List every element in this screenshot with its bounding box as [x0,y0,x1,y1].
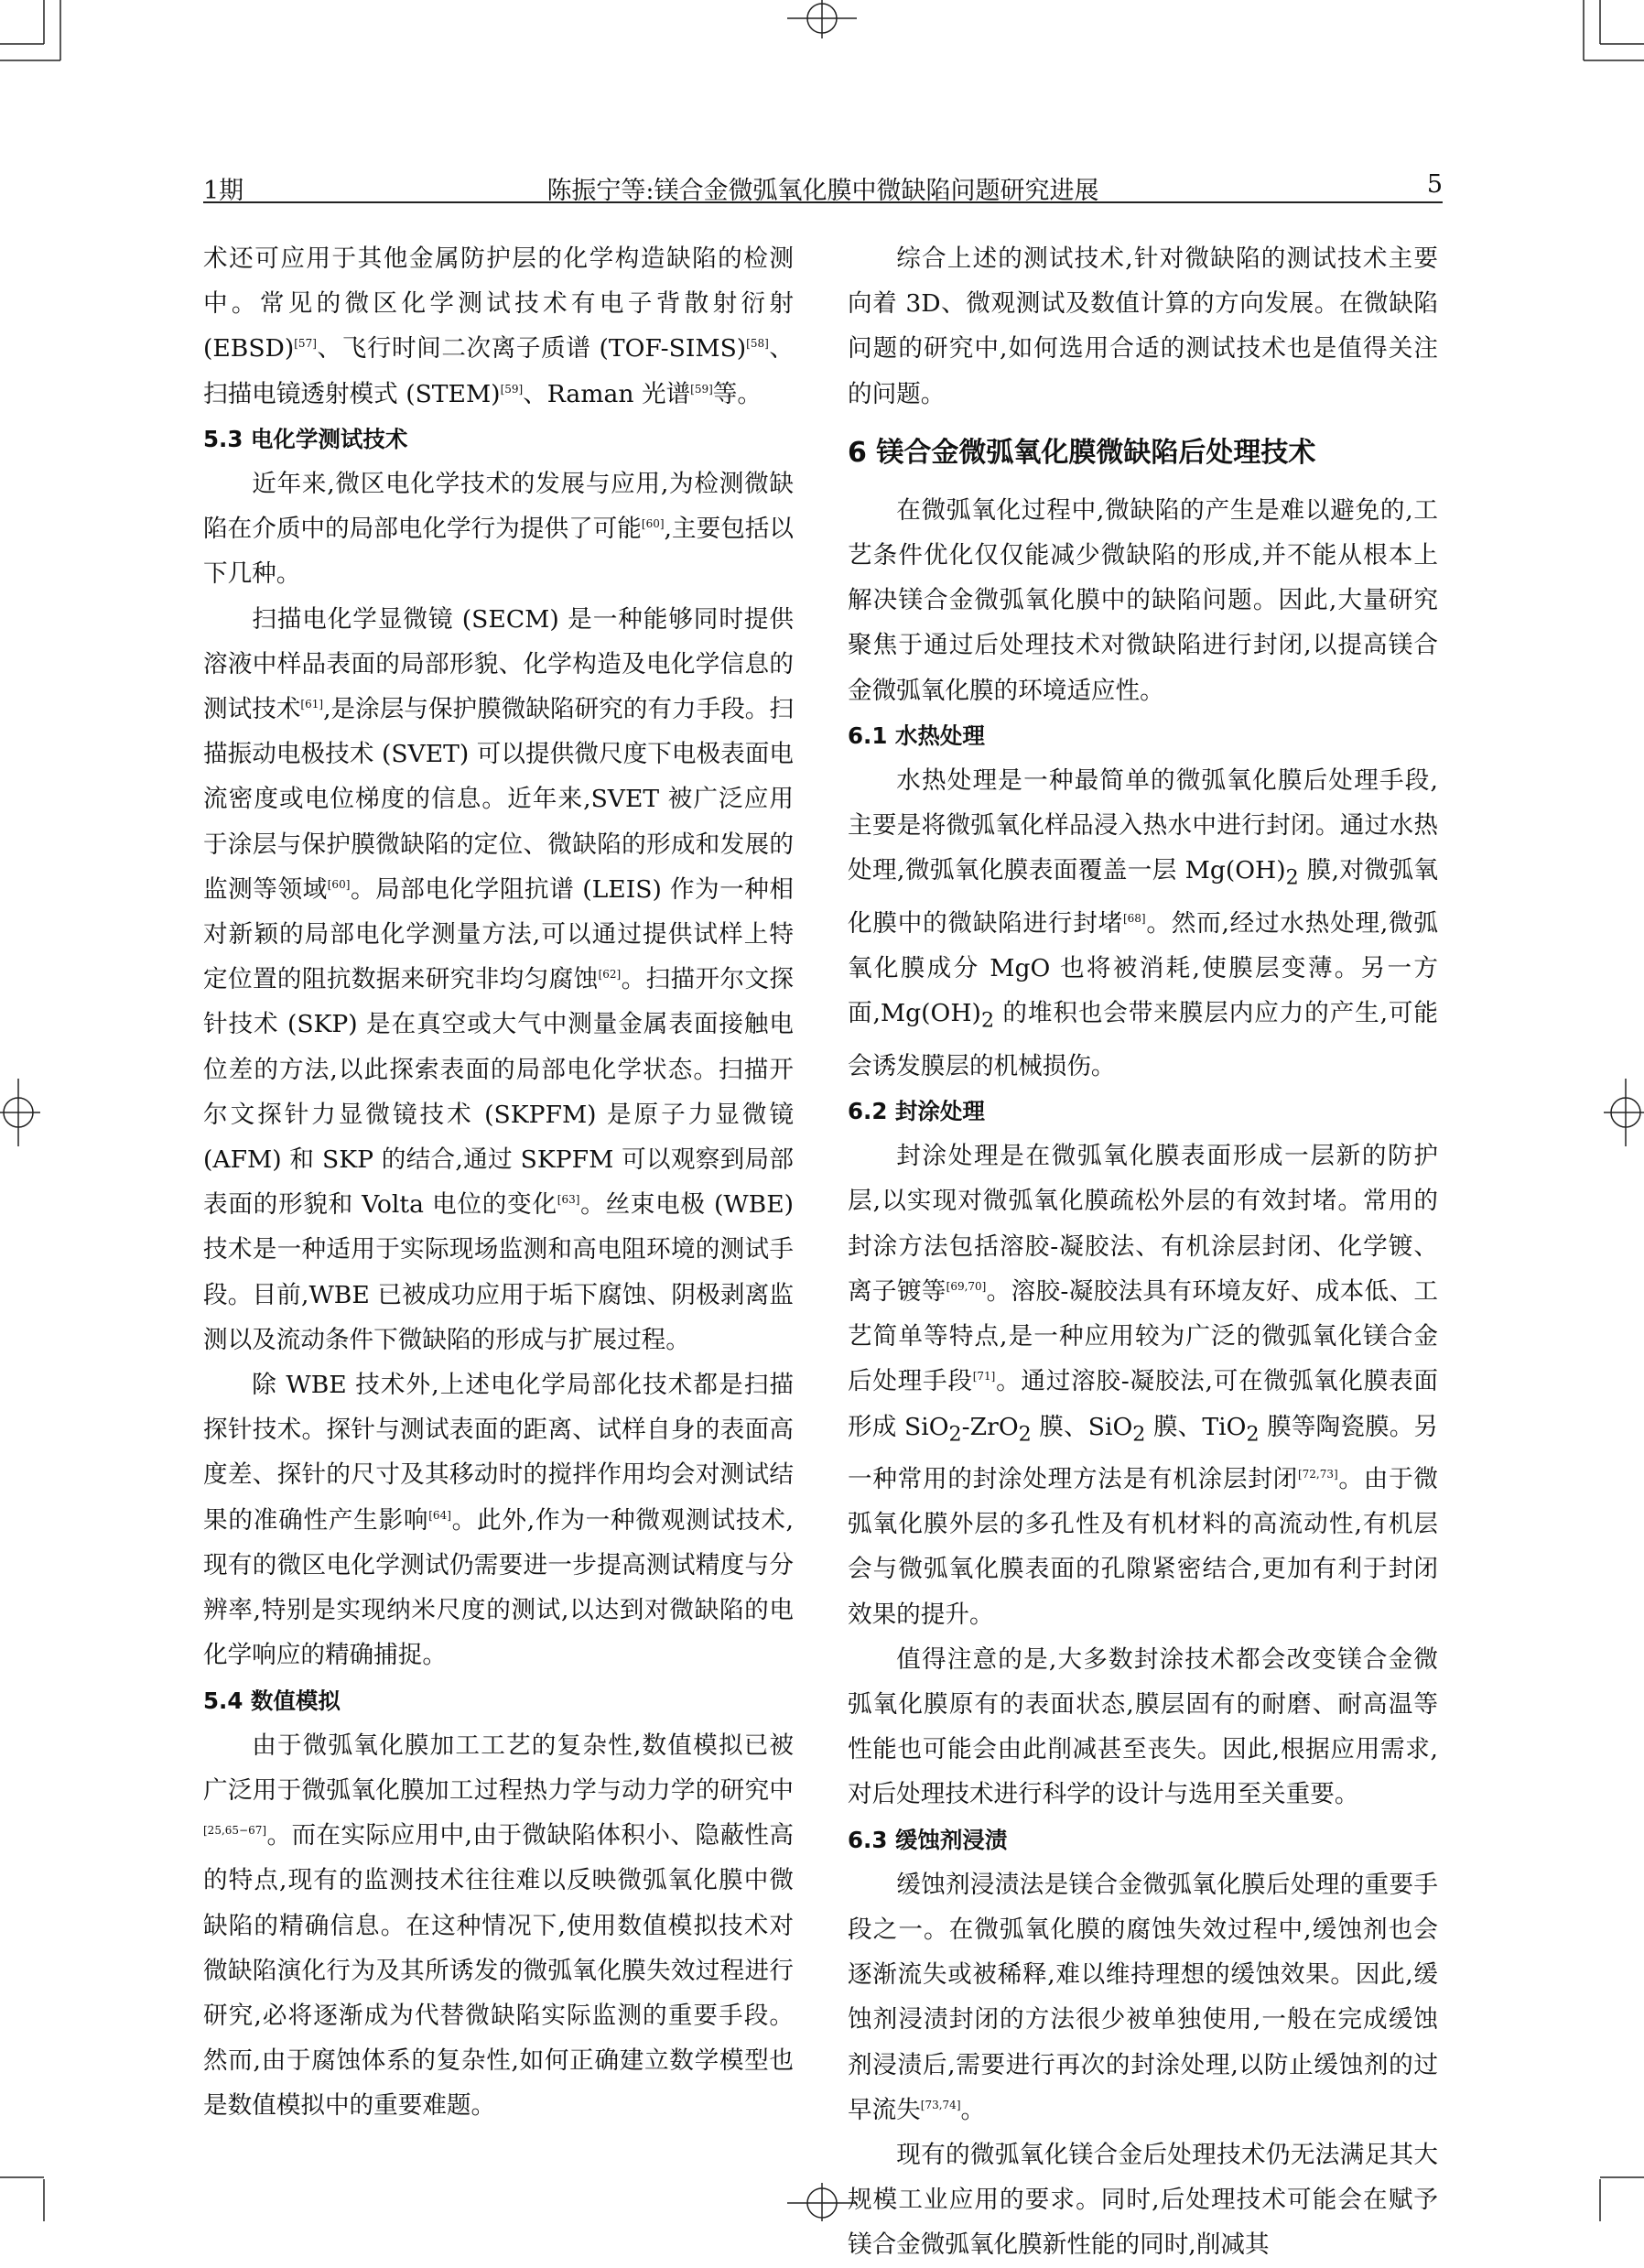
subsection-heading: 6.2 封涂处理 [848,1098,985,1125]
paragraph: 除 WBE 技术外,上述电化学局部化技术都是扫描探针技术。探针与测试表面的距离、试样自身的表面高度差、探针的尺寸及其移动时的搅拌作用均会对测试结果的准确性产生影响[64]。此外,作为一种微观测试技术,现有的微区电化学测试仍需要进一步提高测试精度与分辨率,特别是实现纳米尺度的测试,以达到对微缺陷的电化学响应的精确捕捉。 [203,1371,795,1670]
paragraph: 由于微弧氧化膜加工工艺的复杂性,数值模拟已被广泛用于微弧氧化膜加工过程热力学与动力学的研究中[25,65−67]。而在实际应用中,由于微缺陷体积小、隐蔽性高的特点,现有的监测技术往往难以反映微弧氧化膜中微缺陷的精确信息。在这种情况下,使用数值模拟技术对微缺陷演化行为及其所诱发的微弧氧化膜失效过程进行研究,必将逐渐成为代替微缺陷实际监测的重要手段。然而,由于腐蚀体系的复杂性,如何正确建立数学模型也是数值模拟中的重要难题。 [203,1731,794,2121]
paragraph: 近年来,微区电化学技术的发展与应用,为检测微缺陷在介质中的局部电化学行为提供了可能[60],主要包括以下几种。 [203,470,795,589]
subsection-heading: 5.3 电化学测试技术 [203,425,408,452]
paragraph: 扫描电化学显微镜 (SECM) 是一种能够同时提供溶液中样品表面的局部形貌、化学构造及电化学信息的测试技术[61],是涂层与保护膜微缺陷研究的有力手段。扫描振动电极技术 (SVET) 可以提供微尺度下电极表面电流密度或电位梯度的信息。近年来,SVET 被广泛应用于涂层与保护膜微缺陷的定位、微缺陷的形成和发展的监测等领域[60]。局部电化学阻抗谱 (LEIS) 作为一种相对新颖的局部电化学测量方法,可以通过提供试样上特定位置的阻抗数据来研究非均匀腐蚀[62]。扫描开尔文探针技术 (SKP) 是在真空或大气中测量金属表面接触电位差的方法,以此探索表面的局部电化学状态。扫描开尔文探针力显微镜技术 (SKPFM) 是原子力显微镜 (AFM) 和 SKP 的结合,通过 SKPFM 可以观察到局部表面的形貌和 Volta 电位的变化[63]。丝束电极 (WBE) 技术是一种适用于实际现场监测和高电阻环境的测试手段。目前,WBE 已被成功应用于垢下腐蚀、阴极剥离监测以及流动条件下微缺陷的形成与扩展过程。 [203,604,795,1354]
paragraph: 缓蚀剂浸渍法是镁合金微弧氧化膜后处理的重要手段之一。在微弧氧化膜的腐蚀失效过程中,缓蚀剂也会逐渐流失或被稀释,难以维持理想的缓蚀效果。因此,缓蚀剂浸渍封闭的方法很少被单独使用,一般在完成缓蚀剂浸渍后,需要进行再次的封涂处理,以防止缓蚀剂的过早流失[73,74]。 [848,1870,1438,2124]
paragraph: 值得注意的是,大多数封涂技术都会改变镁合金微弧氧化膜原有的表面状态,膜层固有的耐磨、耐高温等性能也可能会由此削减甚至丧失。因此,根据应用需求,对后处理技术进行科学的设计与选用至关重要。 [848,1644,1438,1809]
running-header [203,163,1443,203]
paragraph: 术还可应用于其他金属防护层的化学构造缺陷的检测中。常见的微区化学测试技术有电子背散射衍射(EBSD)[57]、飞行时间二次离子质谱 (TOF-SIMS)[58]、扫描电镜透射模式 (STEM)[59]、Raman 光谱[59]等。 [203,244,794,408]
section-heading: 6 镁合金微弧氧化膜微缺陷后处理技术 [848,436,1316,469]
paragraph: 封涂处理是在微弧氧化膜表面形成一层新的防护层,以实现对微弧氧化膜疏松外层的有效封堵。常用的封涂方法包括溶胶-凝胶法、有机涂层封闭、化学镀、离子镀等[69,70]。溶胶-凝胶法具有环境友好、成本低、工艺简单等特点,是一种应用较为广泛的微弧氧化镁合金后处理手段[71]。通过溶胶-凝胶法,可在微弧氧化膜表面形成 SiO$_2$-ZrO$_2$ 膜、SiO$_2$ 膜、TiO$_2$ 膜等陶瓷膜。另一种常用的封涂处理方法是有机涂层封闭[72,73]。由于微弧氧化膜外层的多孔性及有机材料的高流动性,有机层会与微弧氧化膜表面的孔隙紧密结合,更加有利于封闭效果的提升。 [848,1142,1439,1629]
paragraph: 在微弧氧化过程中,微缺陷的产生是难以避免的,工艺条件优化仅仅能减少微缺陷的形成,并不能从根本上解决镁合金微弧氧化膜中的缺陷问题。因此,大量研究聚焦于通过后处理技术对微缺陷进行封闭,以提高镁合金微弧氧化膜的环境适应性。 [848,495,1438,705]
paragraph: 综合上述的测试技术,针对微缺陷的测试技术主要向着 3D、微观测试及数值计算的方向发展。在微缺陷问题的研究中,如何选用合适的测试技术也是值得关注的问题。 [848,244,1438,408]
paragraph: 现有的微弧氧化镁合金后处理技术仍无法满足其大规模工业应用的要求。同时,后处理技术可能会在赋予镁合金微弧氧化膜新性能的同时,削减其 [848,2141,1438,2260]
right-column [848,236,1438,2268]
left-column [203,236,794,2129]
subsection-heading: 5.4 数值模拟 [203,1687,341,1714]
running-title: 陈振宁等:镁合金微弧氧化膜中微缺陷问题研究进展 [546,177,1099,205]
subsection-heading: 6.1 水热处理 [848,722,985,749]
page-number: 5 [1426,170,1443,199]
subsection-heading: 6.3 缓蚀剂浸渍 [848,1826,1008,1853]
issue-number: 1期 [203,177,244,205]
paragraph: 水热处理是一种最简单的微弧氧化膜后处理手段,主要是将微弧氧化样品浸入热水中进行封闭。通过水热处理,微弧氧化膜表面覆盖一层 $Mg(OH)_2$ 膜,对微弧氧化膜中的微缺陷进行封堵[68]。然而,经过水热处理,微弧氧化膜成分 MgO 也将被消耗,使膜层变薄。另一方面$,Mg(OH)_2$ 的堆积也会带来膜层内应力的产生,可能会诱发膜层的机械损伤。 [848,766,1439,1080]
